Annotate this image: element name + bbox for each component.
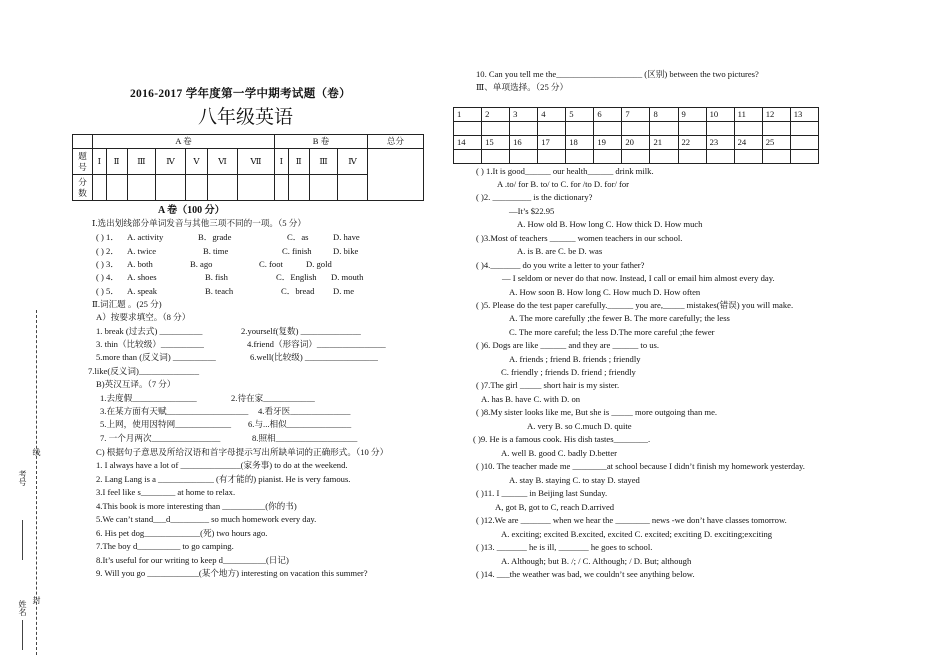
score-cell: [208, 175, 238, 201]
part2c-item: 7.The boy d__________ to go camping.: [96, 541, 234, 551]
part1-title: Ⅰ.选出划线部分单词发音与其他三项不同的一项。（5 分）: [92, 218, 306, 228]
answer-blank[interactable]: [454, 150, 482, 164]
mc-options: C. The more careful; the less D.The more careful ;the fewer: [509, 327, 715, 337]
mc-line: ( )9. He is a famous cook. His dish tastes________.: [473, 434, 651, 444]
answer-cell: 9: [678, 108, 706, 122]
answer-blank[interactable]: [622, 150, 650, 164]
answer-table: [453, 107, 819, 164]
answer-blank[interactable]: [706, 122, 734, 136]
mc-options: A. very B. so C.much D. quite: [527, 421, 632, 431]
mc-options: A. Although; but B. /; / C. Although; / D. But; although: [501, 556, 692, 566]
score-cell: [275, 175, 289, 201]
part2c-item: 1. I always have a lot of ______________(家务事) to do at the weekend.: [96, 460, 348, 470]
part2c-item: 3.I feel like s________ at home to relax.: [96, 487, 236, 497]
mc-options: A. is B. are C. be D. was: [517, 246, 603, 256]
mc-line: ( )11. I ______ in Beijing last Sunday.: [476, 488, 608, 498]
mc-line: — I seldom or never do that now. Instead, I call or email him almost every day.: [502, 273, 775, 283]
part2a-item: 6.well(比较级) _________________: [250, 352, 378, 362]
mc-options: A. How soon B. How long C. How much D. How often: [509, 287, 701, 297]
answer-cell: 1: [454, 108, 482, 122]
answer-blank[interactable]: [482, 150, 510, 164]
part2b-item: 7. 一个月两次________________: [100, 433, 221, 443]
part2-title: Ⅱ.词汇题 。(25 分): [92, 299, 162, 309]
mc-options: A. has B. have C. with D. on: [481, 394, 581, 404]
answer-blank[interactable]: [594, 122, 622, 136]
answer-blank[interactable]: [734, 150, 762, 164]
mc-line: ( ) 1.It is good______ our health______ drink milk.: [476, 166, 654, 176]
answer-blank[interactable]: [678, 150, 706, 164]
answer-blank[interactable]: [734, 122, 762, 136]
mc-options: A. The more carefully ;the fewer B. The more carefully; the less: [509, 313, 730, 323]
margin-label-exam-number: 考号: [18, 470, 27, 486]
score-col-a-6: Ⅵ: [208, 149, 238, 175]
answer-cell: 13: [790, 108, 818, 122]
score-cell: [156, 175, 186, 201]
score-col-b-1: Ⅰ: [275, 149, 289, 175]
score-table-a-header: A 卷: [93, 135, 275, 149]
answer-blank[interactable]: [566, 122, 594, 136]
margin-label-name: 姓名: [18, 600, 27, 616]
score-total-cell: [367, 149, 423, 201]
part2c-item: 5.We can’t stand___d_________ so much homework every day.: [96, 514, 317, 524]
mc-line: ( )2. _________ is the dictionary?: [476, 192, 593, 202]
mc-line: ( )3.Most of teachers ______ women teachers in our school.: [476, 233, 683, 243]
answer-cell: 3: [510, 108, 538, 122]
answer-cell: 20: [622, 136, 650, 150]
score-cell: [106, 175, 127, 201]
mc-line: ( )13. _______ he is ill, _______ he goes to school.: [476, 542, 653, 552]
part2c-item: 6. His pet dog_____________(死) two hours ago.: [96, 528, 268, 538]
answer-cell: 11: [734, 108, 762, 122]
score-table-corner: [73, 135, 93, 149]
score-cell: [237, 175, 274, 201]
part2b-item: 1.去度假_______________: [100, 393, 197, 403]
exam-subject: 八年级英语: [198, 106, 294, 128]
answer-blank[interactable]: [762, 122, 790, 136]
answer-blank[interactable]: [790, 150, 818, 164]
answer-blank[interactable]: [454, 122, 482, 136]
score-cell: [338, 175, 368, 201]
mc-line: ( )10. The teacher made me ________at school because I didn’t finish my homework yesterday.: [476, 461, 805, 471]
answer-blank[interactable]: [762, 150, 790, 164]
answer-cell: 10: [706, 108, 734, 122]
part2b-title: B)英汉互译。（7 分）: [96, 379, 176, 389]
answer-cell: 4: [538, 108, 566, 122]
part2b-item: 3.在某方面有天赋___________________: [100, 406, 249, 416]
score-col-a-1: Ⅰ: [93, 149, 107, 175]
mc-options: A, got B, got to C, reach D.arrived: [495, 502, 615, 512]
answer-cell: 12: [762, 108, 790, 122]
answer-blank[interactable]: [482, 122, 510, 136]
mc-options: A. stay B. staying C. to stay D. stayed: [509, 475, 640, 485]
answer-cell: 21: [650, 136, 678, 150]
mc-line: ( )8.My sister looks like me, But she is _____ more outgoing than me.: [476, 407, 718, 417]
answer-blank[interactable]: [538, 150, 566, 164]
answer-cell: 5: [566, 108, 594, 122]
part2b-item: 2.待在家____________: [231, 393, 315, 403]
margin-label-seal: 封: [32, 596, 41, 604]
answer-cell: [790, 136, 818, 150]
part2b-item: 5.上网，使用因特网_____________: [100, 419, 232, 429]
margin-blank-2: [22, 620, 23, 650]
answer-blank[interactable]: [678, 122, 706, 136]
part2c-item: 9. Will you go ____________(某个地方) interesting on vacation this summer?: [96, 568, 368, 578]
answer-blank[interactable]: [706, 150, 734, 164]
q10-line: 10. Can you tell me the____________________ (区别) between the two pictures?: [476, 69, 759, 79]
answer-blank[interactable]: [790, 122, 818, 136]
mc-options: A. friends ; friend B. friends ; friendly: [509, 354, 641, 364]
answer-cell: 14: [454, 136, 482, 150]
score-col-b-3: Ⅲ: [309, 149, 338, 175]
answer-cell: 2: [482, 108, 510, 122]
answer-blank[interactable]: [538, 122, 566, 136]
part2c-item: 2. Lang Lang is a _____________ (有才能的) pianist. He is very famous.: [96, 474, 351, 484]
mc-options: C. friendly ; friends D. friend ; friendly: [501, 367, 636, 377]
part2a-title: A）按要求填空。（8 分）: [96, 312, 191, 322]
score-col-a-7: Ⅶ: [237, 149, 274, 175]
score-col-b-4: Ⅳ: [338, 149, 368, 175]
mc-line: ( )12.We are _______ when we hear the ________ news -we don’t have classes tomorrow.: [476, 515, 787, 525]
score-col-a-3: Ⅲ: [127, 149, 156, 175]
section-a-heading: A 卷（100 分）: [158, 205, 225, 216]
mc-line: ( )7.The girl _____ short hair is my sister.: [476, 380, 620, 390]
mc-options: A. well B. good C. badly D.better: [501, 448, 617, 458]
mc-options: A. exciting; excited B.excited, excited C. excited; exciting D. exciting;exciting: [501, 529, 773, 539]
answer-cell: 23: [706, 136, 734, 150]
exam-title: 2016-2017 学年度第一学中期考试题（卷）: [130, 88, 351, 100]
answer-blank[interactable]: [650, 150, 678, 164]
answer-cell: 24: [734, 136, 762, 150]
part2a-item: 7.like(反义词)______________: [88, 366, 199, 376]
part2c-item: 4.This book is more interesting than __________(你的书): [96, 501, 297, 511]
score-col-a-4: Ⅳ: [156, 149, 186, 175]
answer-cell: 25: [762, 136, 790, 150]
score-col-a-5: Ⅴ: [185, 149, 207, 175]
part2b-item: 4.看牙医______________: [258, 406, 351, 416]
score-table-total-header: 总分: [367, 135, 423, 149]
answer-cell: 22: [678, 136, 706, 150]
score-cell: [185, 175, 207, 201]
answer-cell: 16: [510, 136, 538, 150]
part2b-item: 6.与...相似_______________: [248, 419, 352, 429]
score-cell: [93, 175, 107, 201]
answer-cell: 19: [594, 136, 622, 150]
mc-options: A. How old B. How long C. How thick D. How much: [517, 219, 703, 229]
part2b-item: 8.照相___________________: [252, 433, 358, 443]
part2a-item: 5.more than (反义词) __________: [96, 352, 216, 362]
score-table-score-label: 分 数: [73, 175, 93, 201]
answer-cell: 8: [650, 108, 678, 122]
part2c-item: 8.It’s useful for our writing to keep d__________(日记): [96, 555, 289, 565]
mc-line: —It’s $22.95: [509, 206, 555, 216]
score-table-row-label: 题 号: [73, 149, 93, 175]
answer-cell: 15: [482, 136, 510, 150]
answer-blank[interactable]: [622, 122, 650, 136]
answer-cell: 17: [538, 136, 566, 150]
mc-line: ( )4._______ do you write a letter to your father?: [476, 260, 645, 270]
score-col-a-2: Ⅱ: [106, 149, 127, 175]
part3-title: Ⅲ、单项选择。（25 分）: [476, 82, 569, 92]
score-col-b-2: Ⅱ: [288, 149, 309, 175]
answer-cell: 7: [622, 108, 650, 122]
mc-line: ( )6. Dogs are like ______ and they are ______ to us.: [476, 340, 660, 350]
margin-label-line: 线: [32, 448, 41, 456]
part2c-title: C) 根据句子意思及所给汉语和首字母提示写出所缺单词的正确形式。（10 分）: [96, 447, 389, 457]
answer-blank[interactable]: [510, 122, 538, 136]
mc-line: ( )14. ___the weather was bad, we couldn’t see anything below.: [476, 569, 695, 579]
answer-blank[interactable]: [594, 150, 622, 164]
mc-line: ( )5. Please do the test paper carefully.______ you are,_____ mistakes(错误) you will make.: [476, 300, 794, 310]
answer-blank[interactable]: [566, 150, 594, 164]
part2a-item: 2.yourself(复数) ______________: [241, 326, 361, 336]
part2a-item: 4.friend（形容词）________________: [247, 339, 386, 349]
score-table-b-header: B 卷: [275, 135, 368, 149]
answer-cell: 18: [566, 136, 594, 150]
answer-cell: 6: [594, 108, 622, 122]
answer-blank[interactable]: [510, 150, 538, 164]
score-cell: [309, 175, 338, 201]
answer-blank[interactable]: [650, 122, 678, 136]
score-table: [72, 134, 424, 201]
part2a-item: 3. thin（比较级）__________: [96, 339, 204, 349]
score-cell: [127, 175, 156, 201]
mc-options: A .to/ for B. to/ to C. for /to D. for/ for: [497, 179, 629, 189]
margin-blank-1: [22, 520, 23, 560]
part2a-item: 1. break (过去式) __________: [96, 326, 203, 336]
score-cell: [288, 175, 309, 201]
